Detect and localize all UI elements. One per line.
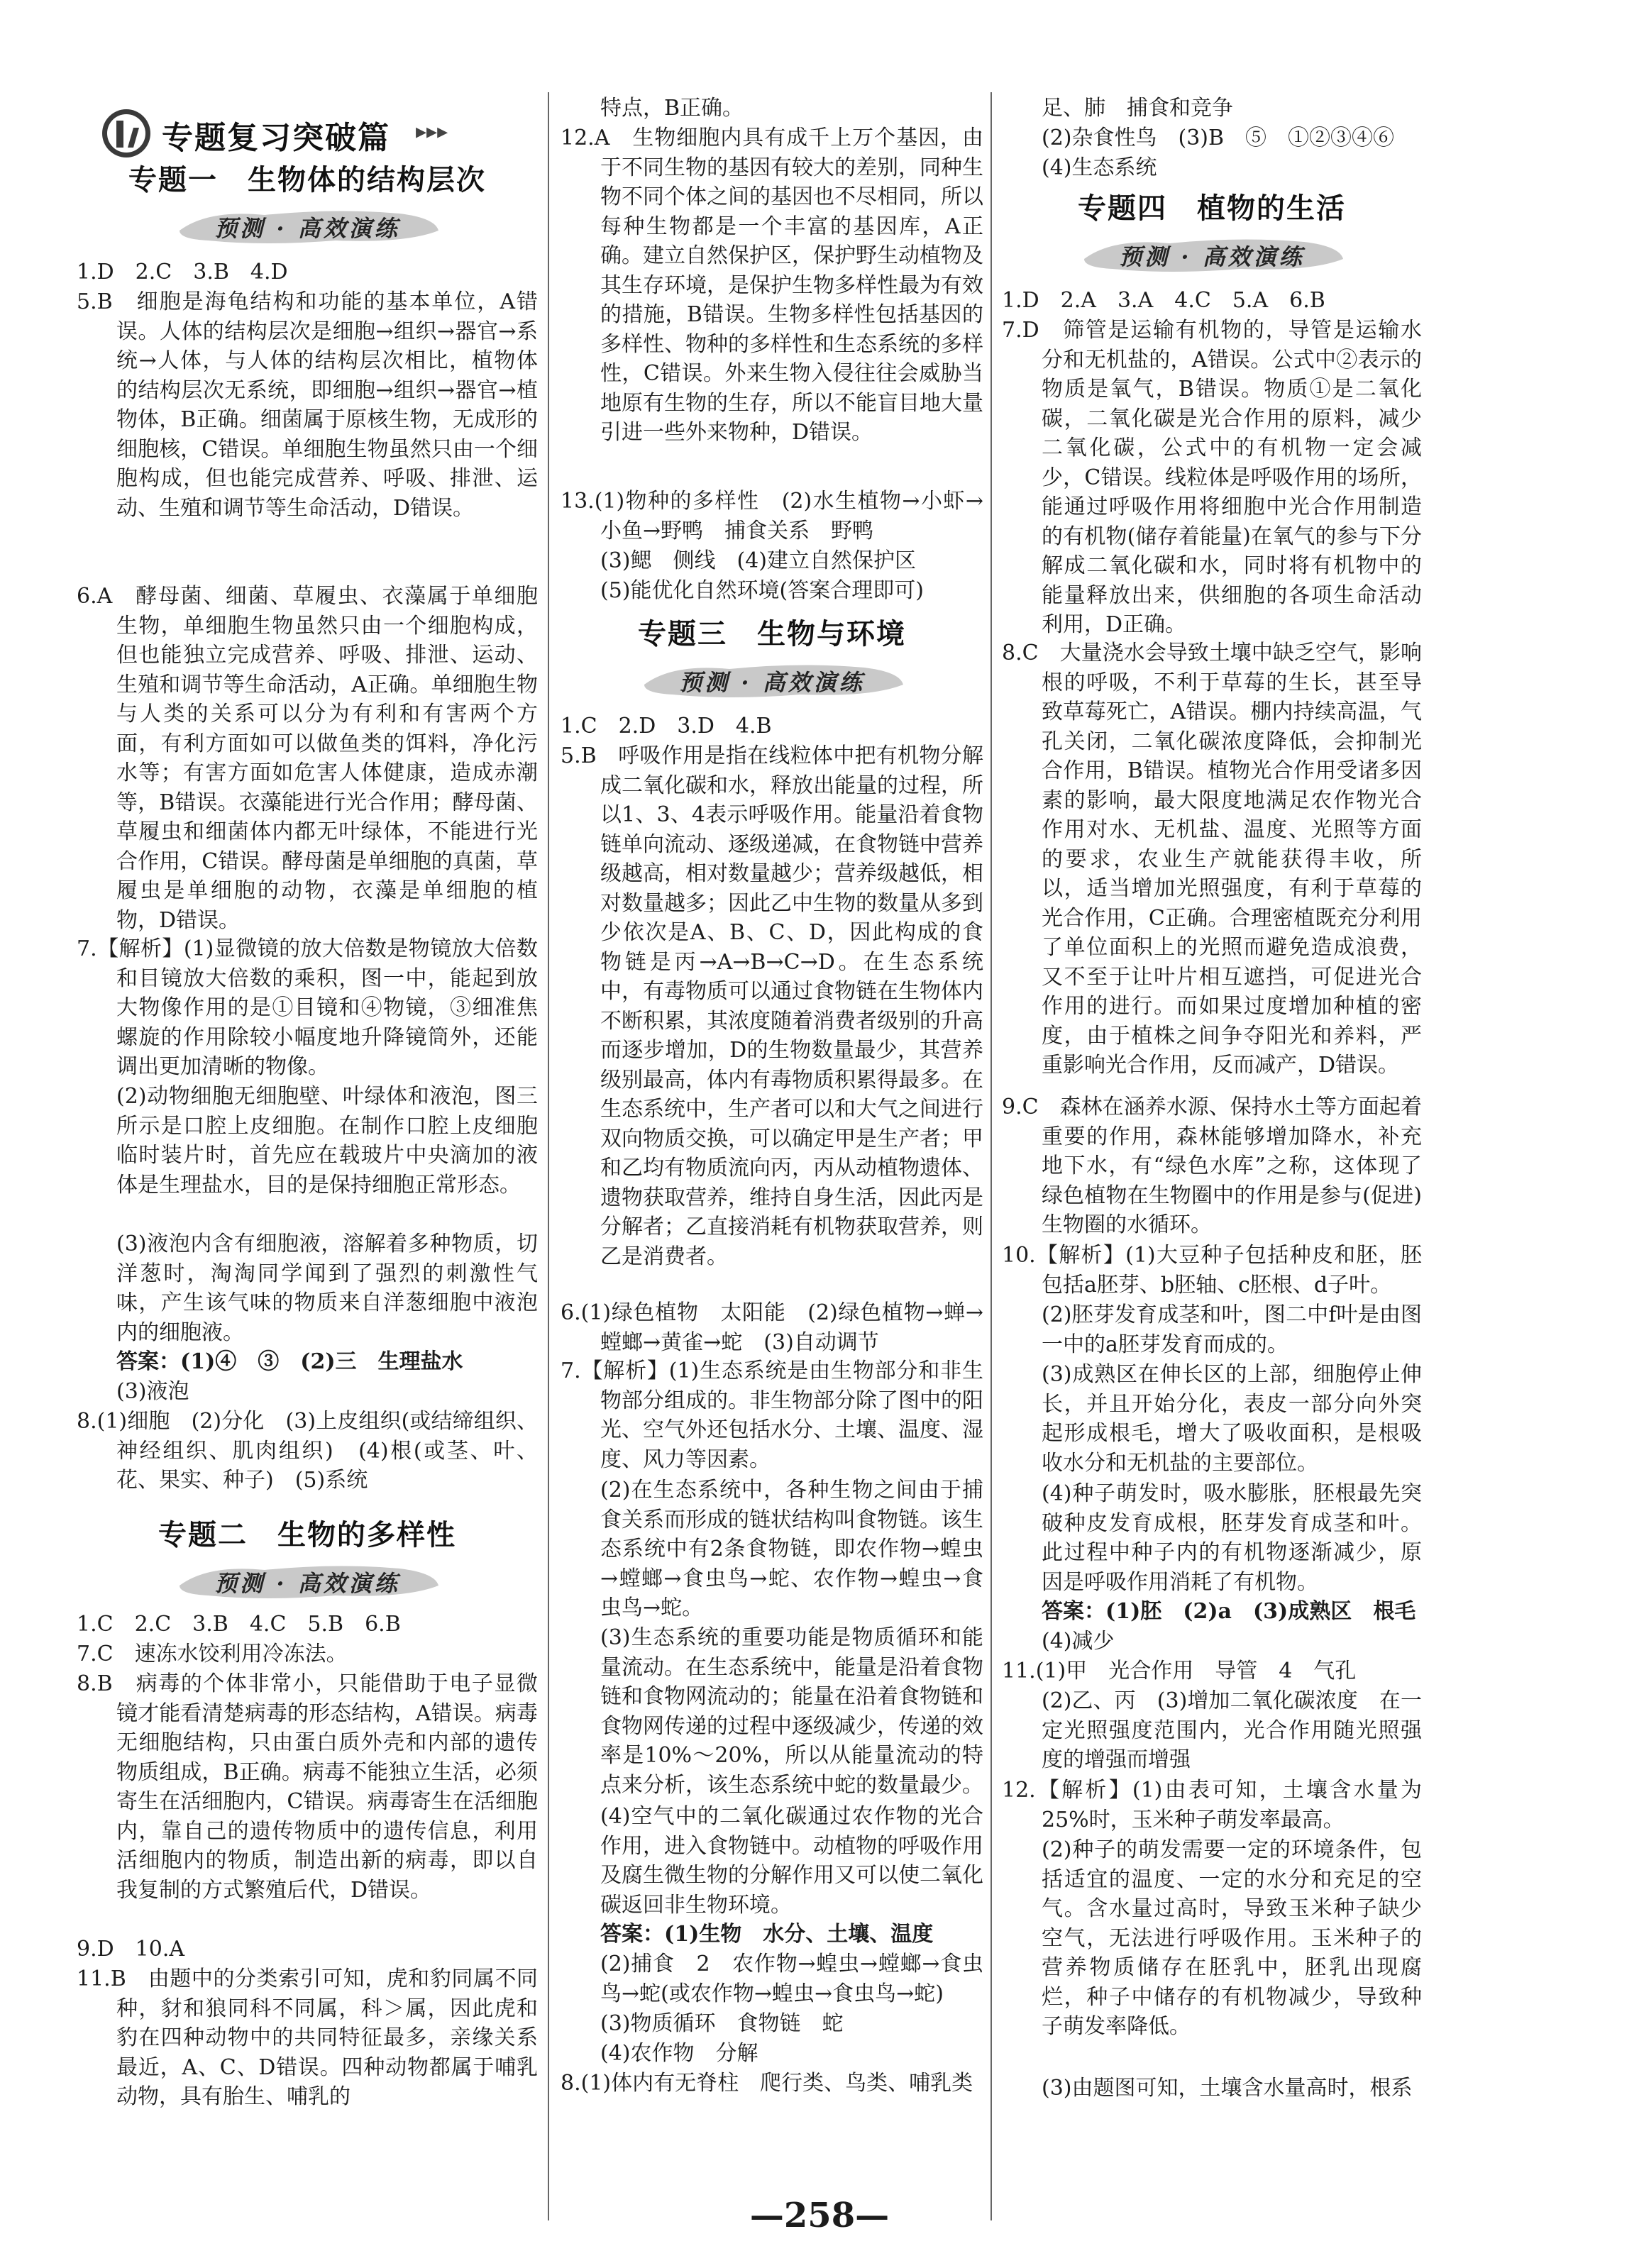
answer-item: 9.C 森林在涵养水源、保持水土等方面起着重要的作用，森林能够增加降水，补充地下水，有“绿色水库”之称，这体现了绿色植物在生物圈中的作用是参与(促进)生物圈的水循环。 [1002, 1095, 1422, 1237]
answer-item: 7.【解析】(1)生态系统是由生物部分和非生物部分组成的。非生物部分除了图中的阳光、空气外还包括水分、土壤、温度、湿度、风力等因素。 [561, 1359, 983, 1472]
section-header [77, 106, 538, 163]
answer-line: 9.D 10.A [77, 1937, 185, 1962]
section-logo-icon [99, 106, 153, 160]
banner-label: 预测 · 高效演练 [679, 669, 865, 696]
answer-item: (2)乙、丙 (3)增加二氧化碳浓度 在一定光照强度范围内，光合作用随光照强度的增强而增强 [1042, 1688, 1422, 1772]
answer-item: (4)农作物 分解 [600, 2041, 758, 2066]
answer-item: 6.A 酵母菌、细菌、草履虫、衣藻属于单细胞生物，单细胞生物虽然只由一个细胞构成，但也能独立完成营养、呼吸、排泄、运动、生殖和调节等生命活动，A正确。单细胞生物与人类的关系可以分为有利和有害两个方面，有利方面如可以做鱼类的饵料，净化污水等；有害方面如危害人体健康，造成赤潮等，B错误。衣藻能进行光合作用；酵母菌、草履虫和细菌体内都无叶绿体，不能进行光合作用，C错误。酵母菌是单细胞的真菌，草履虫是单细胞的动物，衣藻是单细胞的植物，D错误。 [77, 584, 538, 933]
answer-item: (3)成熟区在伸长区的上部，细胞停止伸长，并且开始分化，表皮一部分向外突起形成根毛，增大了吸收面积，是根吸收水分和无机盐的主要部位。 [1042, 1362, 1422, 1476]
answer-item: 答案：(1)胚 (2)a (3)成熟区 根毛 [1042, 1599, 1416, 1624]
answer-item: (3)鳃 侧线 (4)建立自然保护区 [600, 548, 916, 573]
answer-line: 1.D 2.A 3.A 4.C 5.A 6.B [1002, 288, 1325, 313]
answer-item: (3)生态系统的重要功能是物质循环和能量流动。在生态系统中，能量是沿着食物链和食物网流动的；能量在沿着食物链和食物网传递的过程中逐级减少，传递的效率是10%～20%，所以从能量流动的特点来分析，该生态系统中蛇的数量最少。 [600, 1625, 983, 1798]
section-arrows-icon: ▸▸▸ [416, 119, 448, 144]
answer-item: (4)种子萌发时，吸水膨胀，胚根最先突破种皮发育成根，胚芽发育成茎和叶。此过程中种子内的有机物逐渐减少，原因是呼吸作用消耗了有机物。 [1042, 1481, 1422, 1595]
answer-item: 8.B 病毒的个体非常小，只能借助于电子显微镜才能看清楚病毒的形态结构，A错误。病毒无细胞结构，只由蛋白质外壳和内部的遗传物质组成，B正确。病毒不能独立生活，必须寄生在活细胞内，C错误。病毒寄生在活细胞内，靠自己的遗传物质中的遗传信息，利用活细胞内的物质，制造出新的病毒，即以自我复制的方式繁殖后代，D错误。 [77, 1671, 538, 1903]
answer-item: 7.【解析】(1)显微镜的放大倍数是物镜放大倍数和目镜放大倍数的乘积，图一中，能起到放大物像作用的是①目镜和④物镜，③细准焦螺旋的作用除较小幅度地升降镜筒外，还能调出更加清晰的物像。 [77, 936, 538, 1079]
answer-item: (2)胚芽发育成茎和叶，图二中f叶是由图一中的a胚芽发育而成的。 [1042, 1302, 1422, 1357]
answer-item: 5.B 细胞是海龟结构和功能的基本单位，A错误。人体的结构层次是细胞→组织→器官→系统→人体，与人体的结构层次相比，植物体的结构层次无系统，即细胞→组织→器官→植物体，B正确。细菌属于原核生物，无成形的细胞核，C错误。单细胞生物虽然只由一个细胞构成，但也能完成营养、呼吸、排泄、运动、生殖和调节等生命活动，D错误。 [77, 289, 538, 521]
answer-item: (3)由题图可知，土壤含水量高时，根系 [1042, 2076, 1413, 2101]
answer-item: (5)能优化自然环境(答案合理即可) [600, 578, 924, 603]
answer-item: 8.C 大量浇水会导致土壤中缺乏空气，影响根的呼吸，不利于草莓的生长，甚至导致草莓死亡，A错误。棚内持续高温，气孔关闭，二氧化碳浓度降低，会抑制光合作用，B错误。植物光合作用受诸多因素的影响，最大限度地满足农作物光合作用对水、无机盐、温度、光照等方面的要求，农业生产就能获得丰收，所以，适当增加光照强度，有利于草莓的光合作用，C正确。合理密植既充分利用了单位面积上的光照而避免造成浪费，又不至于让叶片相互遮挡，可促进光合作用的进行。而如果过度增加种植的密度，由于植株之间争夺阳光和养料，严重影响光合作用，反而减产，D错误。 [1002, 641, 1422, 1078]
practice-banner [165, 1557, 449, 1604]
answer-item: (2)在生态系统中，各种生物之间由于捕食关系而形成的链状结构叫食物链。该生态系统中有2条食物链，即农作物→蝗虫→螳螂→食虫鸟→蛇、农作物→蝗虫→食虫鸟→蛇。 [600, 1478, 983, 1620]
answer-item: 5.B 呼吸作用是指在线粒体中把有机物分解成二氧化碳和水，释放出能量的过程，所以1、3、4表示呼吸作用。能量沿着食物链单向流动、逐级递减，在食物链中营养级越高，相对数量越少；营养级越低，相对数量越多；因此乙中生物的数量从多到少依次是A、B、C、D，因此构成的食物链是丙→A→B→C→D。在生态系统中，有毒物质可以通过食物链在生物体内不断积累，其浓度随着消费者级别的升高而逐步增加，D的生物数量最少，其营养级别最高，体内有毒物质积累得最多。在生态系统中，生产者可以和大气之间进行双向物质交换，可以确定甲是生产者；甲和乙均有物质流向丙，丙从动植物遗体、遗物获取营养，维持自身生活，因此丙是分解者；乙直接消耗有机物获取营养，则乙是消费者。 [561, 743, 983, 1269]
column-divider [548, 92, 549, 2220]
topic-2-title: 专题二 生物的多样性 [158, 1519, 456, 1551]
answer-item: (2)动物细胞无细胞壁、叶绿体和液泡，图三所示是口腔上皮细胞。在制作口腔上皮细胞临时装片时，首先应在载玻片中央滴加的液体是生理盐水，目的是保持细胞正常形态。 [116, 1084, 538, 1197]
topic-4-title: 专题四 植物的生活 [1078, 192, 1346, 225]
answer-item: 答案：(1)④ ③ (2)三 生理盐水 [116, 1349, 463, 1374]
section-title: 专题复习突破篇 [162, 120, 390, 156]
answer-item: (3)液泡内含有细胞液，溶解着多种物质，切洋葱时，淘淘同学闻到了强烈的刺激性气味，产生该气味的物质来自洋葱细胞中液泡内的细胞液。 [116, 1232, 538, 1345]
answer-item: (4)生态系统 [1042, 155, 1157, 180]
page-number: —258— [749, 2196, 890, 2235]
answer-item: 7.D 筛管是运输有机物的，导管是运输水分和无机盐的，A错误。公式中②表示的物质是氧气，B错误。物质①是二氧化碳，二氧化碳是光合作用的原料，减少二氧化碳，公式中的有机物一定会减少，C错误。线粒体是呼吸作用的场所，能通过呼吸作用将细胞中光合作用制造的有机物(储存着能量)在氧气的参与下分解成二氧化碳和水，同时将有机物中的能量释放出来，供细胞的各项生命活动利用，D正确。 [1002, 318, 1422, 637]
answer-item: 特点，B正确。 [600, 96, 744, 121]
answer-item: 答案：(1)生物 水分、土壤、温度 [600, 1922, 934, 1947]
answer-item: 13.(1)物种的多样性 (2)水生植物→小虾→小鱼→野鸭 捕食关系 野鸭 [561, 489, 983, 543]
answer-item: 11.(1)甲 光合作用 导管 4 气孔 [1002, 1659, 1357, 1683]
answer-item: 足、肺 捕食和竞争 [1042, 96, 1233, 121]
practice-banner [630, 656, 914, 703]
banner-label: 预测 · 高效演练 [214, 215, 400, 242]
answer-item: 6.(1)绿色植物 太阳能 (2)绿色植物→蝉→螳螂→黄雀→蛇 (3)自动调节 [561, 1300, 983, 1355]
answer-item: (3)液泡 [116, 1379, 189, 1404]
answer-item: 10.【解析】(1)大豆种子包括种皮和胚，胚包括a胚芽、b胚轴、c胚根、d子叶。 [1002, 1243, 1422, 1298]
answer-item: 12.A 生物细胞内具有成千上万个基因，由于不同生物的基因有较大的差别，同种生物不同个体之间的基因也不尽相同，所以每种生物都是一个丰富的基因库，A正确。建立自然保护区，保护野生动植物及其生存环境，是保护生物多样性最为有效的措施，B错误。生物多样性包括基因的多样性、物种的多样性和生态系统的多样性，C错误。外来生物入侵往往会威胁当地原有生物的生存，所以不能盲目地大量引进一些外来物种，D错误。 [561, 126, 983, 445]
column-divider [990, 92, 992, 2220]
answer-item: (2)杂食性鸟 (3)B ⑤ ①②③④⑥ [1042, 126, 1395, 150]
answer-item: (2)种子的萌发需要一定的环境条件，包括适宜的温度、一定的水分和充足的空气。含水量过高时，导致玉米种子缺少空气，无法进行呼吸作用。玉米种子的营养物质储存在胚乳中，胚乳出现腐烂，种子中储存的有机物减少，导致种子萌发率降低。 [1042, 1837, 1422, 2039]
answer-line: 1.D 2.C 3.B 4.D [77, 260, 288, 284]
banner-label: 预测 · 高效演练 [214, 1570, 400, 1597]
topic-3-title: 专题三 生物与环境 [638, 618, 906, 651]
answer-item: 12.【解析】(1)由表可知，土壤含水量为25%时，玉米种子萌发率最高。 [1002, 1778, 1422, 1832]
answer-item: 11.B 由题中的分类索引可知，虎和豹同属不同种，豺和狼同科不同属，科＞属，因此虎和豹在四种动物中的共同特征最多，亲缘关系最近，A、C、D错误。四种动物都属于哺乳动物，具有胎生、哺乳的 [77, 1966, 538, 2109]
answer-item: (2)捕食 2 农作物→蝗虫→螳螂→食虫鸟→蛇(或农作物→蝗虫→食虫鸟→蛇) [600, 1952, 983, 2006]
answer-line: 1.C 2.C 3.B 4.C 5.B 6.B [77, 1612, 401, 1637]
answer-item: (4)空气中的二氧化碳通过农作物的光合作用，进入食物链中。动植物的呼吸作用及腐生微生物的分解作用又可以使二氧化碳返回非生物环境。 [600, 1804, 983, 1918]
answer-item: (3)物质循环 食物链 蛇 [600, 2011, 844, 2036]
answer-item: (4)减少 [1042, 1629, 1115, 1654]
topic-1-title: 专题一 生物体的结构层次 [128, 164, 486, 197]
answer-item: 7.C 速冻水饺利用冷冻法。 [77, 1642, 348, 1666]
banner-label: 预测 · 高效演练 [1119, 243, 1305, 270]
answer-line: 1.C 2.D 3.D 4.B [561, 714, 772, 739]
practice-banner [165, 202, 449, 249]
answer-item: 8.(1)细胞 (2)分化 (3)上皮组织(或结缔组织、神经组织、肌肉组织) (4)根(或茎、叶、花、果实、种子) (5)系统 [77, 1409, 538, 1493]
answer-item: 8.(1)体内有无脊柱 爬行类、鸟类、哺乳类 [561, 2071, 973, 2096]
practice-banner [1070, 231, 1354, 277]
